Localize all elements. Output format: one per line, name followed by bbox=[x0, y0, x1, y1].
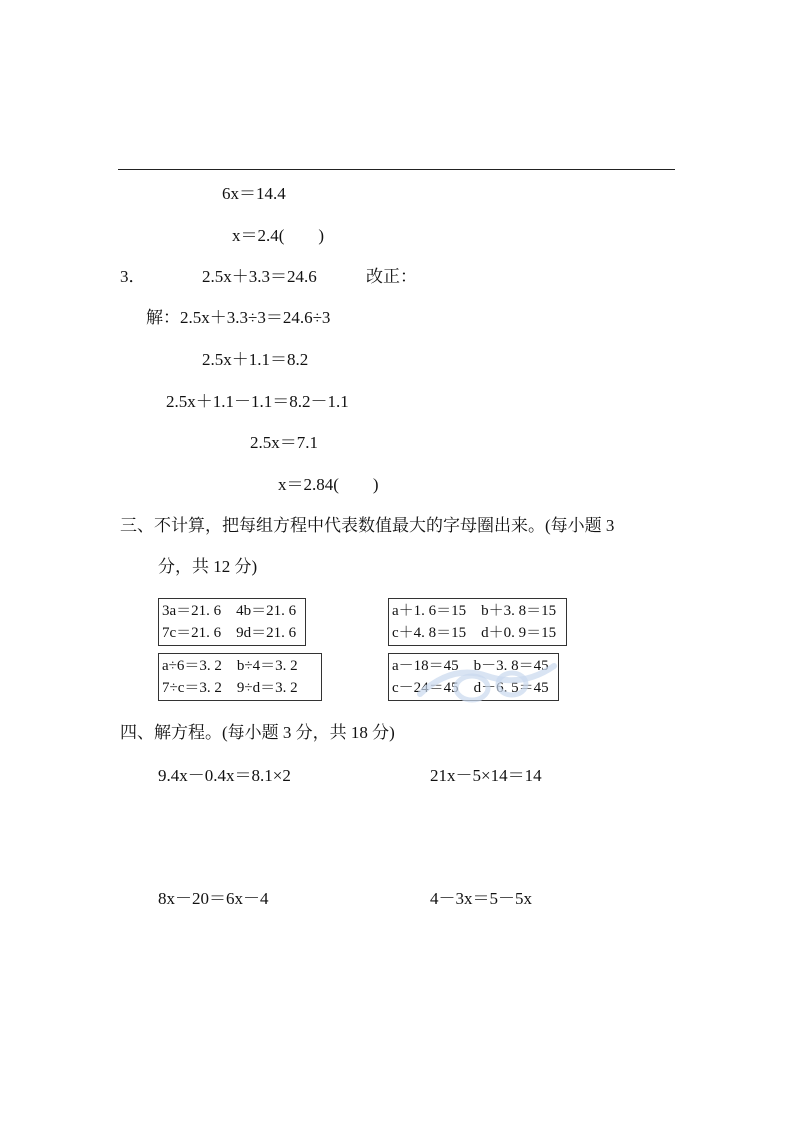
equation-2: 21x－5×14＝14 bbox=[430, 766, 542, 785]
equation-group-row: 3a＝21. 6 4b＝21. 6 bbox=[162, 603, 297, 619]
equation-group-box-3 bbox=[158, 653, 322, 701]
section-3-heading-cont: 分，共 12 分) bbox=[158, 557, 258, 576]
solution-step-1: 解：2.5x＋3.3÷3＝24.6÷3 bbox=[146, 308, 331, 327]
equation-group-row: 7÷c＝3. 2 9÷d＝3. 2 bbox=[162, 680, 298, 696]
equation-group-row: 7c＝21. 6 9d＝21. 6 bbox=[162, 625, 297, 641]
work-line-1: 6x＝14.4 bbox=[222, 184, 286, 203]
equation-group-row: a÷6＝3. 2 b÷4＝3. 2 bbox=[162, 658, 298, 674]
solution-step-3: 2.5x＋1.1－1.1＝8.2－1.1 bbox=[166, 392, 349, 411]
item-number: 3． bbox=[120, 267, 146, 286]
equation-group-box-2 bbox=[388, 598, 567, 646]
solution-step-4: 2.5x＝7.1 bbox=[250, 433, 318, 452]
solution-step-5: x＝2.84( ) bbox=[278, 475, 379, 494]
equation-1: 9.4x－0.4x＝8.1×2 bbox=[158, 766, 291, 785]
equation-group-row: a－18＝45 b－3. 8＝45 bbox=[392, 658, 549, 674]
header-rule bbox=[118, 169, 675, 170]
section-4-heading: 四、解方程。(每小题 3 分，共 18 分) bbox=[120, 723, 395, 742]
equation-group-row: c＋4. 8＝15 d＋0. 9＝15 bbox=[392, 625, 557, 641]
work-line-2: x＝2.4( ) bbox=[232, 226, 325, 245]
equation-4: 4－3x＝5－5x bbox=[430, 889, 532, 908]
equation-3: 8x－20＝6x－4 bbox=[158, 889, 269, 908]
watermark-logo bbox=[412, 654, 562, 706]
equation-group-row: a＋1. 6＝15 b＋3. 8＝15 bbox=[392, 603, 557, 619]
item-equation: 2.5x＋3.3＝24.6 bbox=[202, 267, 317, 286]
correction-label: 改正： bbox=[366, 267, 417, 286]
equation-group-box-1 bbox=[158, 598, 306, 646]
solution-step-2: 2.5x＋1.1＝8.2 bbox=[202, 350, 309, 369]
section-3-heading: 三、不计算，把每组方程中代表数值最大的字母圈出来。(每小题 3 bbox=[120, 516, 615, 535]
equation-group-row: c－24＝45 d－6. 5＝45 bbox=[392, 680, 549, 696]
